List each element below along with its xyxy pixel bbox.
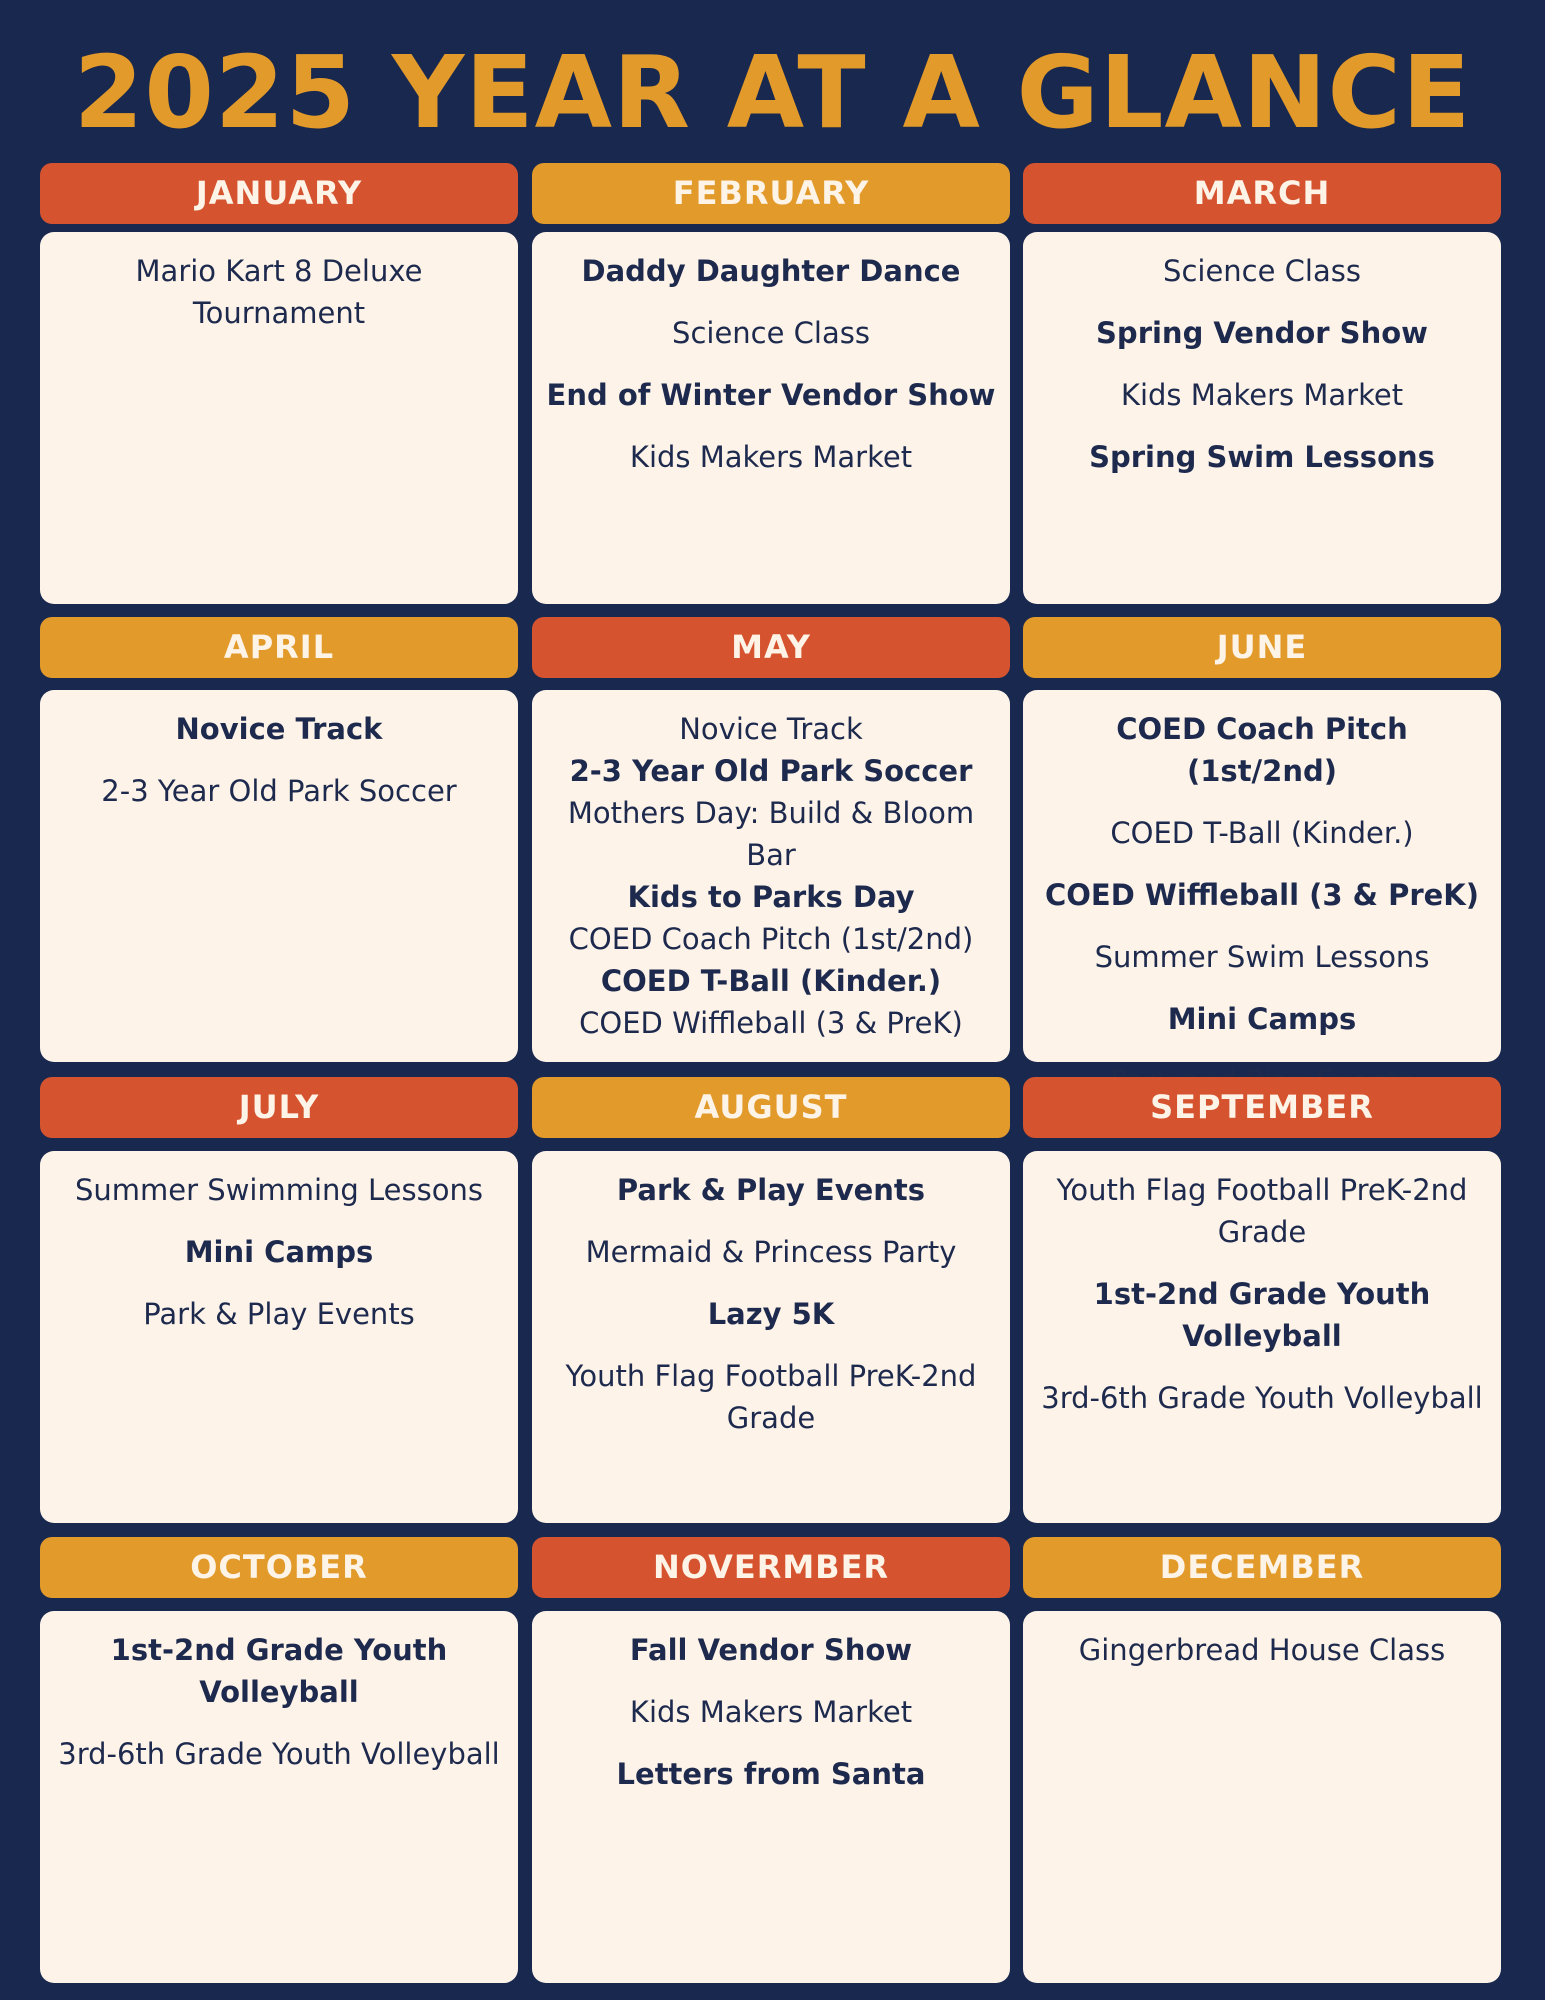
month-panel-january: [40, 232, 518, 604]
event-item: 3rd-6th Grade Youth Volleyball: [58, 1737, 500, 1771]
event-item: COED Wiffleball (3 & PreK): [1044, 878, 1480, 912]
event-item: 2-3 Year Old Park Soccer: [101, 774, 457, 808]
month-panel-july: [40, 1151, 518, 1523]
month-header-april: APRIL: [40, 617, 518, 678]
event-item: COED Wiffleball (3 & PreK): [579, 1006, 963, 1040]
month-header-october: OCTOBER: [40, 1537, 518, 1598]
month-header-july: JULY: [40, 1077, 518, 1138]
event-item: Mini Camps: [1167, 1002, 1357, 1036]
event-item: Summer Swim Lessons: [1094, 940, 1430, 974]
event-item: Science Class: [672, 316, 870, 350]
event-item: Fall Vendor Show: [629, 1633, 913, 1667]
event-item: Spring Vendor Show: [1096, 316, 1428, 350]
event-item: COED Coach Pitch (1st/2nd): [1116, 712, 1408, 788]
month-panel-april: [40, 690, 518, 1062]
event-item: COED T-Ball (Kinder.): [1110, 816, 1414, 850]
event-item: Park & Play Events: [143, 1297, 415, 1331]
month-panel-novermber: [532, 1611, 1010, 1983]
month-panel-september: [1023, 1151, 1501, 1523]
event-item: Novice Track: [175, 712, 383, 746]
month-panel-october: [40, 1611, 518, 1983]
month-header-august: AUGUST: [532, 1077, 1010, 1138]
event-item: Mermaid & Princess Party: [585, 1235, 957, 1269]
event-item: Summer Swimming Lessons: [75, 1173, 483, 1207]
month-header-january: JANUARY: [40, 163, 518, 224]
event-item: Daddy Daughter Dance: [581, 254, 961, 288]
event-item: Lazy 5K: [707, 1297, 835, 1331]
month-panel-february: [532, 232, 1010, 604]
month-panel-march: [1023, 232, 1501, 604]
event-item: COED Coach Pitch (1st/2nd): [568, 922, 974, 956]
event-item: 1st-2nd Grade Youth Volleyball: [110, 1633, 448, 1709]
page-title: 2025 YEAR AT A GLANCE: [73, 34, 1472, 151]
month-header-february: FEBRUARY: [532, 163, 1010, 224]
event-item: Youth Flag Football PreK-2nd Grade: [1056, 1173, 1468, 1249]
event-item: 1st-2nd Grade Youth Volleyball: [1093, 1277, 1431, 1353]
month-header-december: DECEMBER: [1023, 1537, 1501, 1598]
event-item: 3rd-6th Grade Youth Volleyball: [1041, 1381, 1483, 1415]
event-item: Park & Play Events: [616, 1173, 926, 1207]
month-panel-december: [1023, 1611, 1501, 1983]
month-header-september: SEPTEMBER: [1023, 1077, 1501, 1138]
month-panel-may: [532, 690, 1010, 1062]
event-item: Mini Camps: [184, 1235, 374, 1269]
event-item: Spring Swim Lessons: [1089, 440, 1435, 474]
month-panel-august: [532, 1151, 1010, 1523]
event-item: Kids to Parks Day: [627, 880, 915, 914]
month-panel-june: [1023, 690, 1501, 1062]
event-item: End of Winter Vendor Show: [546, 378, 996, 412]
event-item: 2-3 Year Old Park Soccer: [569, 754, 973, 788]
event-item: Kids Makers Market: [629, 1695, 913, 1729]
month-header-novermber: NOVERMBER: [532, 1537, 1010, 1598]
event-item: Youth Flag Football PreK-2nd Grade: [565, 1359, 977, 1435]
month-header-june: JUNE: [1023, 617, 1501, 678]
event-item: Mothers Day: Build & Bloom Bar: [567, 796, 975, 872]
event-item: Novice Track: [679, 712, 863, 746]
event-item: Kids Makers Market: [1120, 378, 1404, 412]
month-header-march: MARCH: [1023, 163, 1501, 224]
event-item: Letters from Santa: [616, 1757, 926, 1791]
event-item: Mario Kart 8 Deluxe Tournament: [135, 254, 423, 330]
event-item: COED T-Ball (Kinder.): [600, 964, 942, 998]
month-header-may: MAY: [532, 617, 1010, 678]
event-item: Gingerbread House Class: [1078, 1633, 1446, 1667]
event-item: Kids Makers Market: [629, 440, 913, 474]
event-item: Science Class: [1163, 254, 1361, 288]
